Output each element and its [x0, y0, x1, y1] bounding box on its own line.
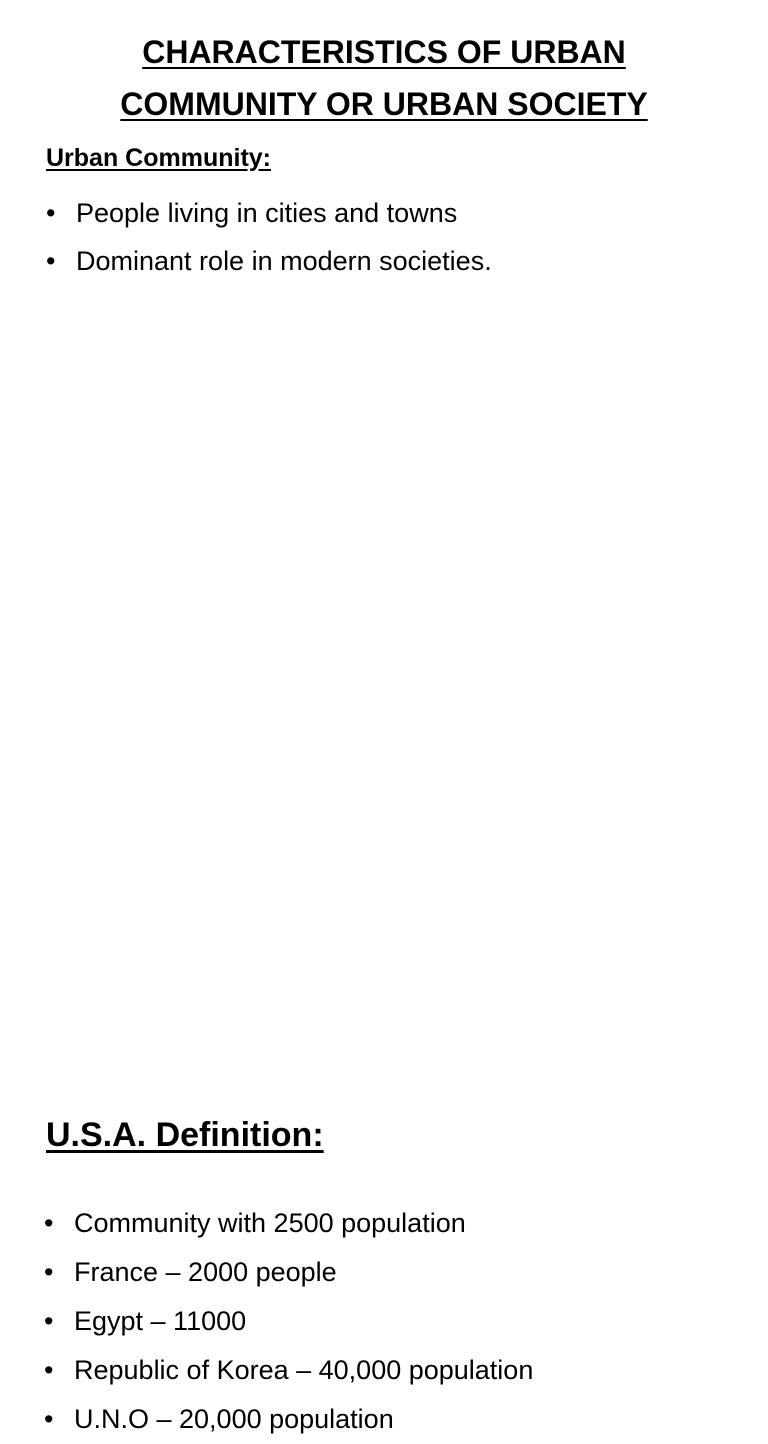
list-item-text: Dominant role in modern societies.	[76, 246, 492, 276]
bullet-icon: •	[44, 1257, 54, 1287]
list-item	[44, 1346, 533, 1395]
slide-usa-definition	[0, 512, 768, 1434]
bullet-icon: •	[44, 1208, 54, 1238]
list-item	[44, 1297, 533, 1346]
urban-community-subheading: Urban Community:	[46, 144, 271, 172]
list-item-text: People living in cities and towns	[76, 198, 458, 228]
bullet-icon: •	[44, 1404, 54, 1434]
bullet-icon: •	[44, 1355, 54, 1385]
slide-title-line-2: COMMUNITY OR URBAN SOCIETY	[120, 86, 648, 122]
list-item	[46, 237, 492, 285]
list-item-text: U.N.O – 20,000 population	[74, 1404, 394, 1434]
slide-title-line-1: CHARACTERISTICS OF URBAN	[142, 34, 626, 70]
list-item-text: France – 2000 people	[74, 1257, 337, 1287]
bullet-icon: •	[46, 246, 56, 276]
usa-definition-heading: U.S.A. Definition:	[46, 1116, 324, 1154]
list-item	[44, 1199, 533, 1248]
list-item-text: Community with 2500 population	[74, 1208, 466, 1238]
bullet-icon: •	[44, 1306, 54, 1336]
list-item	[46, 189, 492, 237]
bullet-icon: •	[46, 198, 56, 228]
list-item	[44, 1248, 533, 1297]
slide-title	[40, 26, 728, 130]
list-item	[44, 1395, 533, 1444]
definition-bullet-list	[44, 1199, 533, 1444]
list-item-text: Republic of Korea – 40,000 population	[74, 1355, 534, 1385]
list-item-text: Egypt – 11000	[74, 1306, 247, 1336]
slide-urban-community	[0, 0, 768, 512]
urban-community-bullet-list	[46, 189, 492, 285]
